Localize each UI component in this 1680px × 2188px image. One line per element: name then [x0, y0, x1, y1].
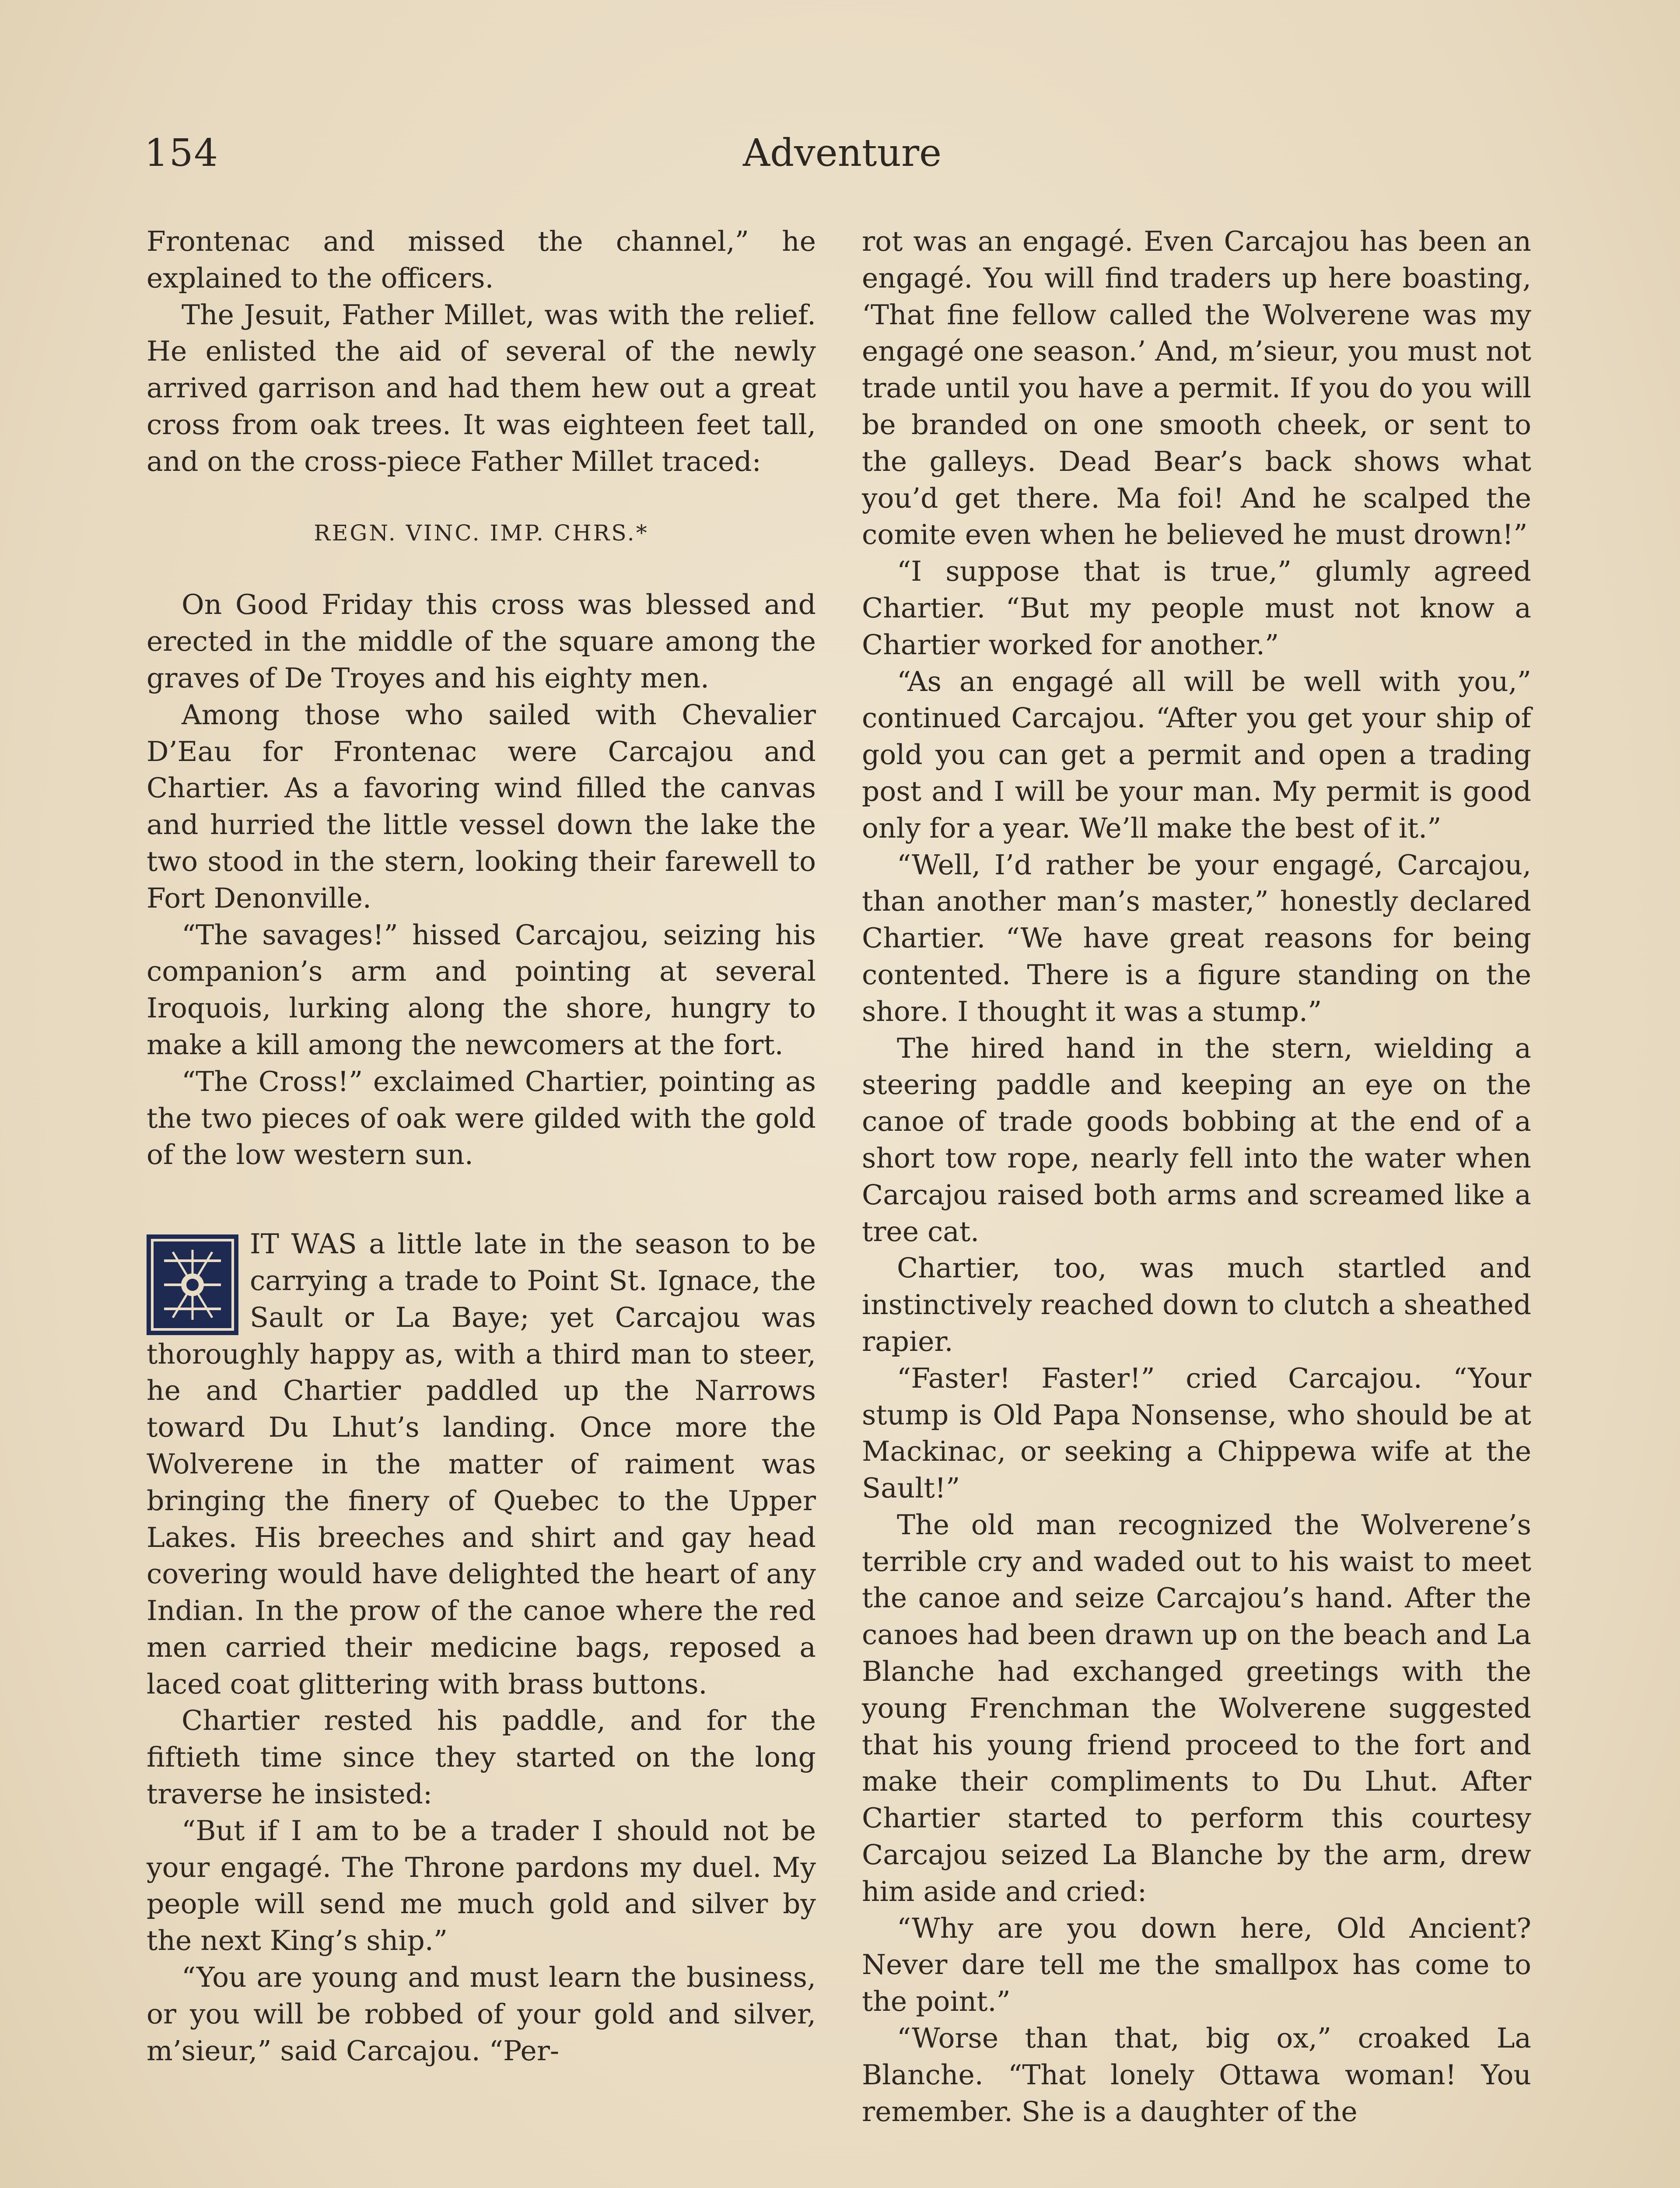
- paragraph: “Worse than that, big ox,” croaked La Blanche. “That lonely Ottawa woman! You remember. She is a daughter of the: [862, 2022, 1531, 2128]
- paragraph: “You are young and must learn the business, or you will be robbed of your gold and silver, m’sieur,” said Carcajou. “Per-: [147, 1961, 816, 2067]
- paragraph: Frontenac and missed the channel,” he explained to the officers.: [147, 225, 816, 294]
- left-column: [147, 223, 816, 2069]
- right-column: [862, 223, 1531, 2130]
- paragraph: The Jesuit, Father Millet, was with the relief. He enlisted the aid of several of the newly arrived garrison and had them hew out a great cross from oak trees. It was eighteen feet tall, and on the cross-piece Father Millet traced:: [147, 298, 816, 477]
- paragraph: IT WAS a little late in the season to be carrying a trade to Point St. Ignace, the Sault or La Baye; yet Carcajou was thoroughly happy as, with a third man to steer, he and Chartier paddled up the Narrows toward Du Lhut’s landing. Once more the Wolverene in the matter of raiment was bringing the finery of Quebec to the Upper Lakes. His breeches and shirt and gay head covering would have delighted the heart of any Indian. In the prow of the canoe where the red men carried their medicine bags, reposed a laced coat glittering with brass buttons.: [147, 1228, 816, 1700]
- paragraph: “The Cross!” exclaimed Chartier, pointing as the two pieces of oak were gilded with the gold of the low western sun.: [147, 1065, 816, 1171]
- paragraph: Chartier, too, was much startled and instinctively reached down to clutch a sheathed rapier.: [862, 1252, 1531, 1357]
- page-number: 154: [144, 131, 219, 175]
- ornament-icon: [147, 1234, 238, 1335]
- paragraph: “Faster! Faster!” cried Carcajou. “Your stump is Old Papa Nonsense, who should be at Mackinac, or seeking a Chippewa wife at the Sault!”: [862, 1362, 1531, 1504]
- section-opening: [147, 1226, 816, 1702]
- paragraph: “As an engagé all will be well with you,” continued Carcajou. “After you get your ship of gold you can get a permit and open a trading post and I will be your man. My permit is good only for a year. We’ll make the best of it.”: [862, 665, 1531, 844]
- page-header: [144, 131, 1540, 184]
- paragraph: “The savages!” hissed Carcajou, seizing his companion’s arm and pointing at several Iroquois, lurking along the shore, hungry to make a kill among the newcomers at the fort.: [147, 919, 816, 1061]
- paragraph: rot was an engagé. Even Carcajou has been an engagé. You will find traders up here boasting, ‘That fine fellow called the Wolverene was my engagé one season.’ And, m’sieur, you must not trade until you have a permit. If you do you will be branded on one smooth cheek, or sent to the galleys. Dead Bear’s back shows what you’d get there. Ma foi! And he scalped the comite even when he believed he must drown!”: [862, 225, 1531, 551]
- running-title: Adventure: [743, 131, 942, 175]
- paragraph: Among those who sailed with Chevalier D’Eau for Frontenac were Carcajou and Chartier. As a favoring wind filled the canvas and hurried the little vessel down the lake the two stood in the stern, looking their farewell to Fort Denonville.: [147, 698, 816, 914]
- paragraph: On Good Friday this cross was blessed and erected in the middle of the square among the graves of De Troyes and his eighty men.: [147, 589, 816, 694]
- paragraph: The old man recognized the Wolverene’s terrible cry and waded out to his waist to meet the canoe and seize Carcajou’s hand. After the canoes had been drawn up on the beach and La Blanche had exchanged greetings with the young Frenchman the Wolverene suggested that his young friend proceed to the fort and make their compliments to Du Lhut. After Chartier started to perform this courtesy Carcajou seized La Blanche by the arm, drew him aside and cried:: [862, 1508, 1531, 1907]
- paragraph: “I suppose that is true,” glumly agreed Chartier. “But my people must not know a Chartier worked for another.”: [862, 555, 1531, 661]
- decorative-initial-icon: [147, 1234, 238, 1335]
- paragraph: “But if I am to be a trader I should not be your engagé. The Throne pardons my duel. My people will send me much gold and silver by the next King’s ship.”: [147, 1814, 816, 1957]
- cross-inscription: REGN. VINC. IMP. CHRS.*: [314, 520, 649, 546]
- paragraph: “Why are you down here, Old Ancient? Never dare tell me the smallpox has come to the point.”: [862, 1912, 1531, 2018]
- paragraph: “Well, I’d rather be your engagé, Carcajou, than another man’s master,” honestly declared Chartier. “We have great reasons for being contented. There is a figure standing on the shore. I thought it was a stump.”: [862, 849, 1531, 1027]
- paragraph: The hired hand in the stern, wielding a steering paddle and keeping an eye on the canoe of trade goods bobbing at the end of a short tow rope, nearly fell into the water when Carcajou raised both arms and screamed like a tree cat.: [862, 1032, 1531, 1248]
- paragraph: Chartier rested his paddle, and for the fiftieth time since they started on the long traverse he insisted:: [147, 1704, 816, 1810]
